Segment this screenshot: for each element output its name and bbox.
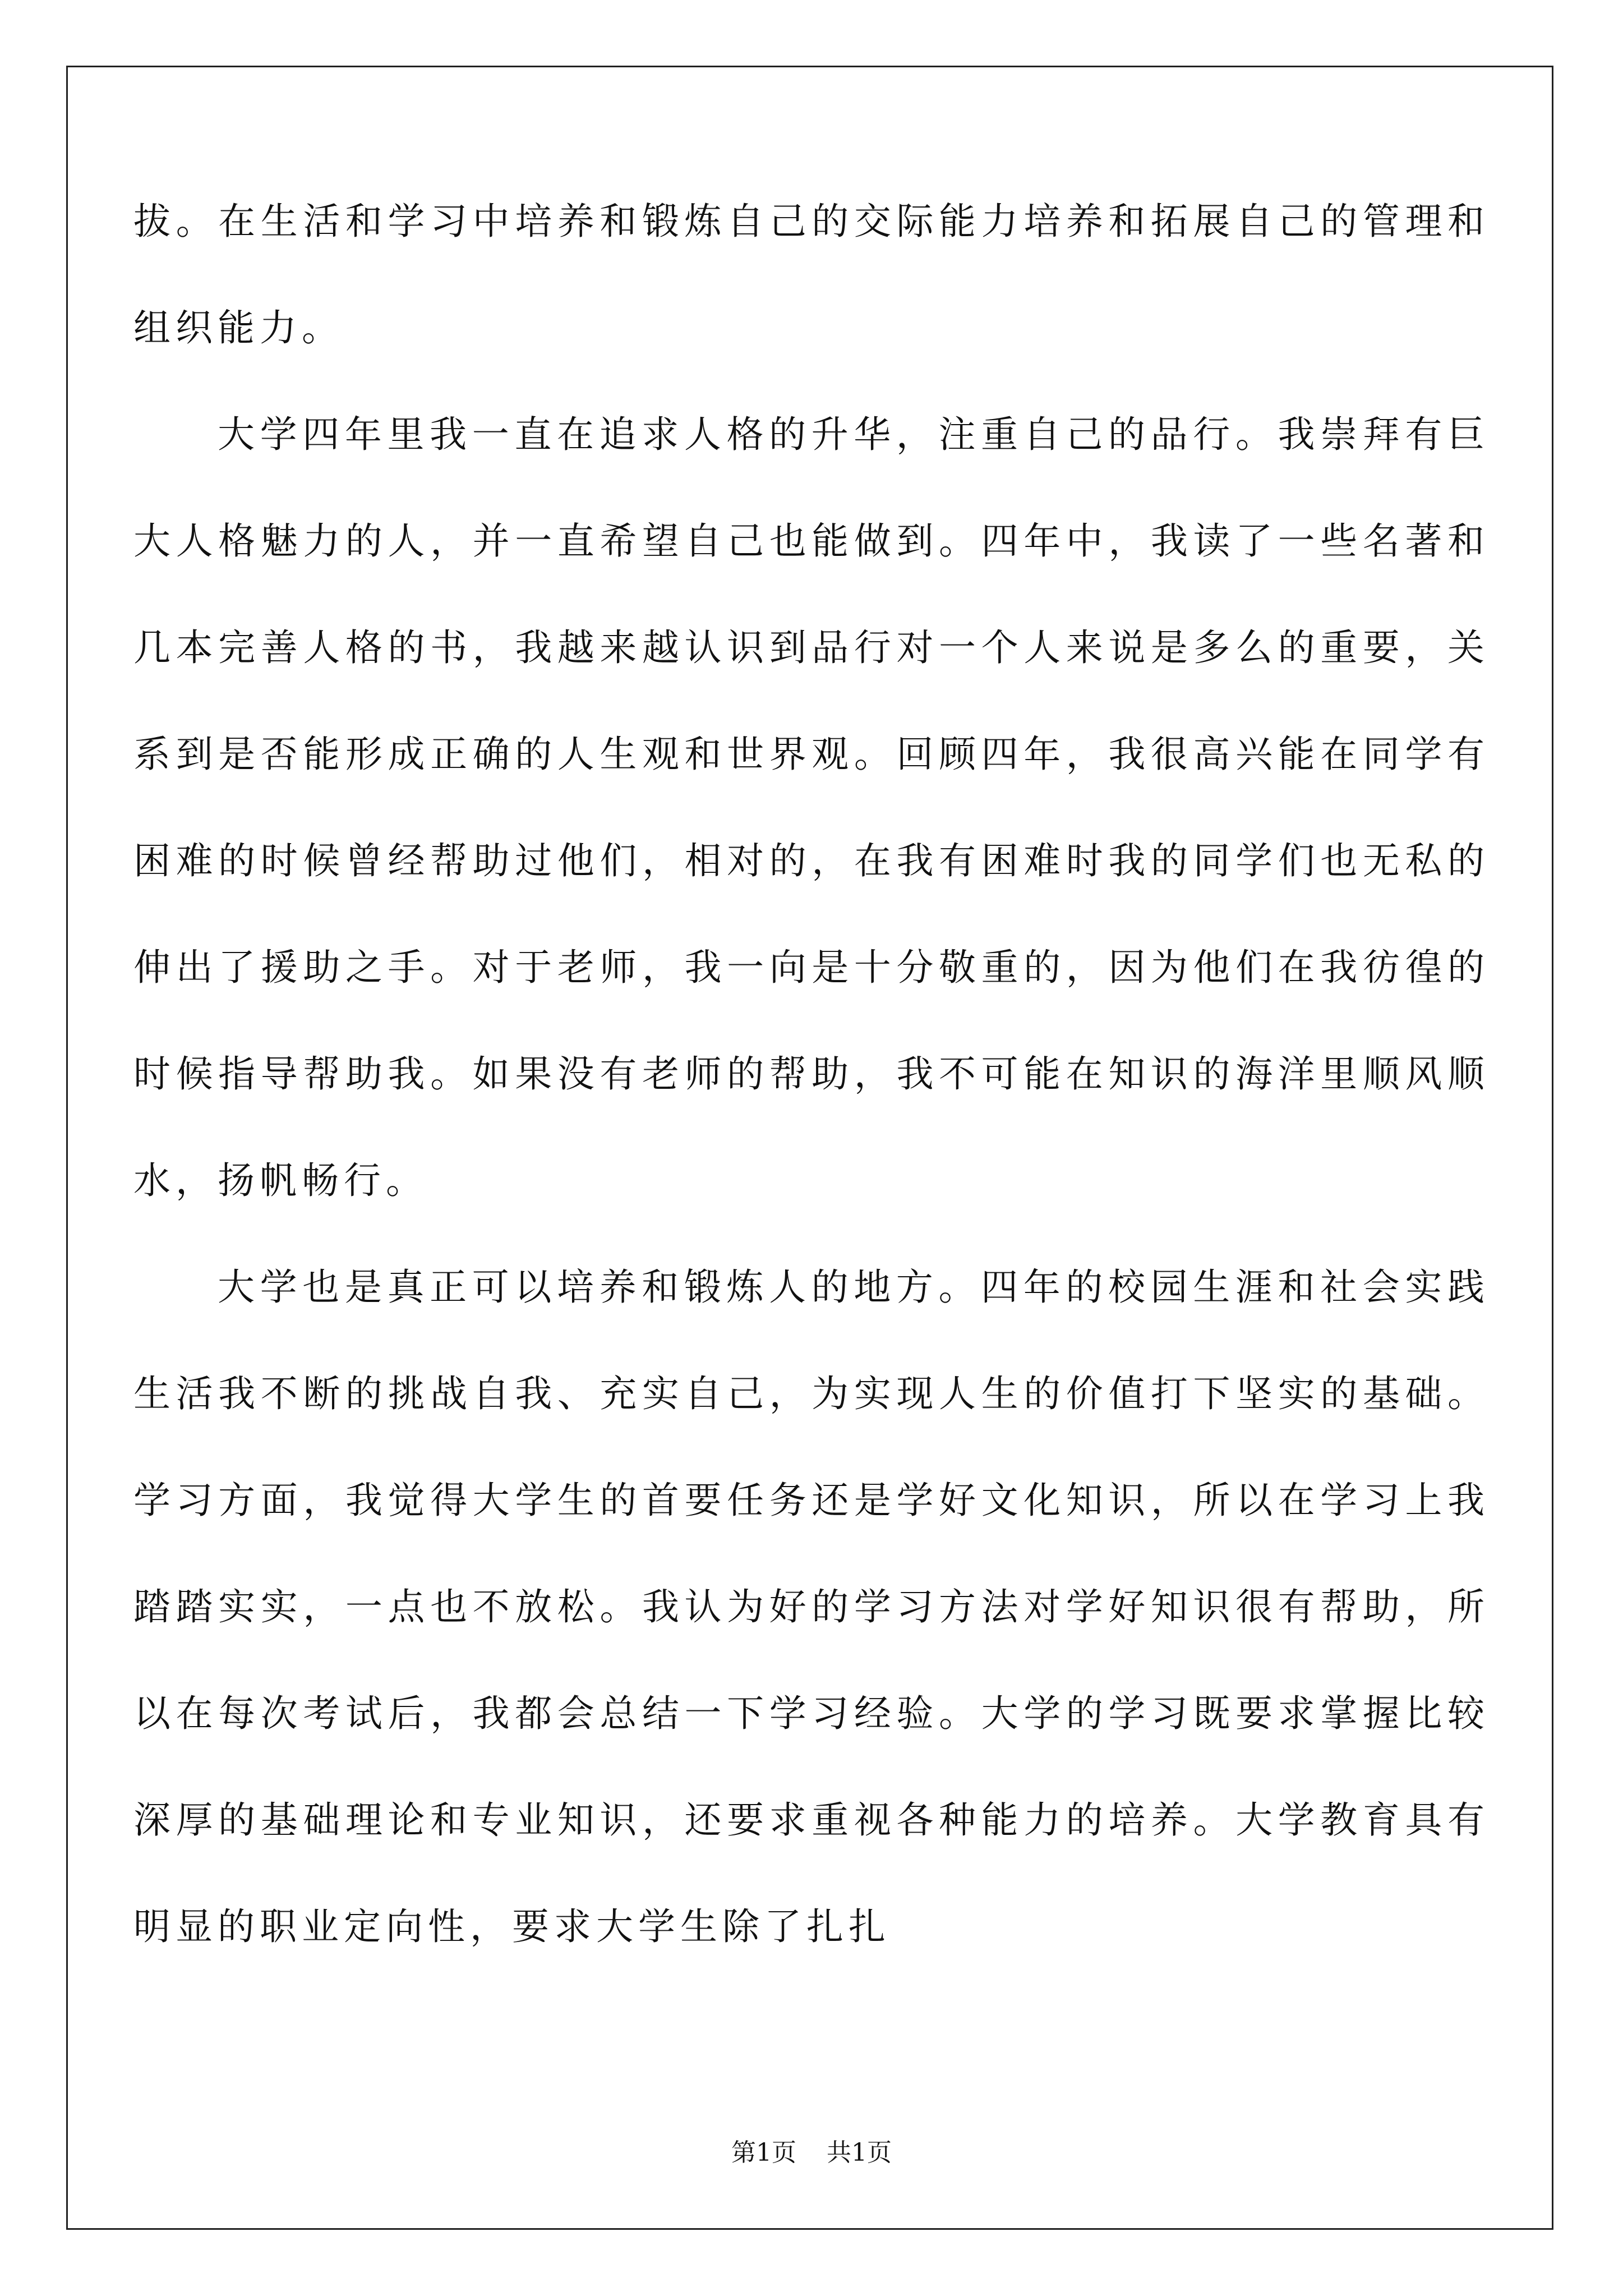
- page-total: 共1页: [827, 2138, 892, 2167]
- document-body: [133, 168, 1490, 1980]
- paragraph-2: 大学四年里我一直在追求人格的升华，注重自己的品行。我崇拜有巨大人格魅力的人，并一直希望自己也能做到。四年中，我读了一些名著和几本完善人格的书，我越来越认识到品行对一个人来说是多么的重要，关系到是否能形成正确的人生观和世界观。回顾四年，我很高兴能在同学有困难的时候曾经帮助过他们，相对的，在我有困难时我的同学们也无私的伸出了援助之手。对于老师，我一向是十分敬重的，因为他们在我彷徨的时候指导帮助我。如果没有老师的帮助，我不可能在知识的海洋里顺风顺水，扬帆畅行。: [133, 413, 1490, 1202]
- paragraph-1: 拔。在生活和学习中培养和锻炼自己的交际能力培养和拓展自己的管理和组织能力。: [133, 200, 1490, 349]
- paragraph-3: 大学也是真正可以培养和锻炼人的地方。四年的校园生涯和社会实践生活我不断的挑战自我、充实自己，为实现人生的价值打下坚实的基础。学习方面，我觉得大学生的首要任务还是学好文化知识，所以在学习上我踏踏实实，一点也不放松。我认为好的学习方法对学好知识很有帮助，所以在每次考试后，我都会总结一下学习经验。大学的学习既要求掌握比较深厚的基础理论和专业知识，还要求重视各种能力的培养。大学教育具有明显的职业定向性，要求大学生除了扎扎: [133, 1266, 1490, 1948]
- page-number: 第1页: [731, 2138, 796, 2167]
- page-footer: [0, 2136, 1623, 2170]
